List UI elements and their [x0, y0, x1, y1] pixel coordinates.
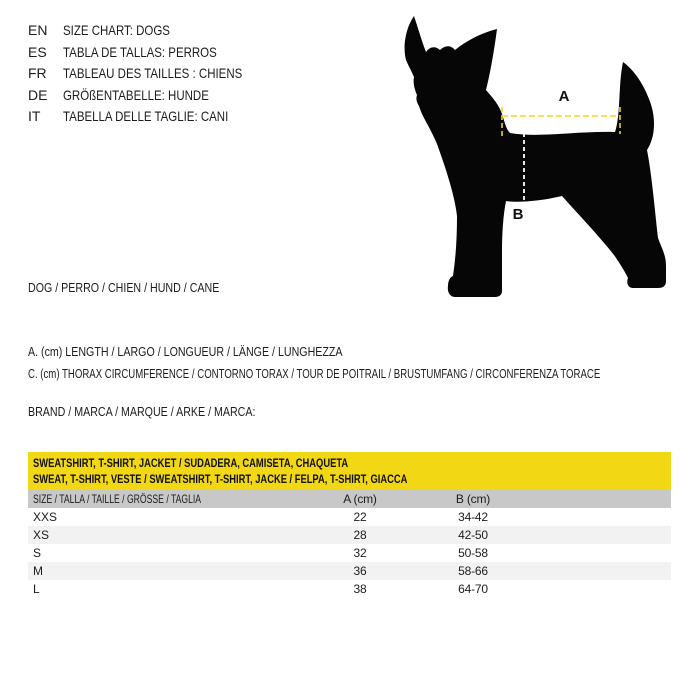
- a-value: 32: [353, 546, 367, 560]
- language-row-en: [28, 20, 282, 42]
- language-code: DE: [28, 86, 48, 103]
- language-row-it: [28, 106, 282, 128]
- column-b-label: B (cm): [455, 492, 491, 506]
- language-code: IT: [28, 108, 41, 124]
- brand-caption: [28, 404, 305, 419]
- column-a-label: A (cm): [343, 492, 377, 506]
- table-row: [28, 544, 671, 562]
- a-value: 28: [353, 528, 367, 542]
- measure-label-b: B: [512, 206, 524, 223]
- size-table-body: [28, 508, 671, 598]
- size-table: [28, 452, 671, 598]
- language-code: ES: [28, 43, 47, 60]
- b-value: 50-58: [458, 546, 488, 560]
- brand-caption-text: BRAND / MARCA / MARQUE / ARKE / MARCA:: [28, 404, 256, 419]
- table-row: [28, 562, 671, 580]
- size-value: S: [33, 546, 42, 560]
- language-row-fr: [28, 63, 282, 85]
- language-code: FR: [28, 65, 47, 81]
- b-value: 34-42: [458, 510, 488, 524]
- language-label: TABLA DE TALLAS: PERROS: [63, 43, 217, 60]
- a-value: 22: [353, 510, 367, 524]
- dog-silhouette: [405, 16, 666, 297]
- animal-caption-text: DOG / PERRO / CHIEN / HUND / CANE: [28, 280, 220, 295]
- measure-label-a: A: [558, 88, 570, 105]
- language-row-de: [28, 85, 282, 107]
- b-value: 42-50: [458, 528, 488, 542]
- size-table-column-header: [28, 490, 671, 508]
- a-value: 36: [353, 564, 367, 578]
- table-row: [28, 508, 671, 526]
- size-value: L: [33, 582, 40, 596]
- size-table-header-line1: SWEATSHIRT, T-SHIRT, JACKET / SUDADERA, CAMISETA, CHAQUETA: [33, 456, 349, 470]
- size-value: M: [33, 564, 43, 578]
- size-table-header-line2: SWEAT, T-SHIRT, VESTE / SWEATSHIRT, T-SHIRT, JACKE / FELPA, T-SHIRT, GIACCA: [33, 472, 408, 486]
- animal-caption: [28, 280, 261, 295]
- size-value: XXS: [33, 510, 58, 524]
- language-row-es: [28, 42, 282, 64]
- language-label: TABELLA DELLE TAGLIE: CANI: [63, 108, 229, 124]
- measurement-c-description: [28, 366, 700, 381]
- language-label: GRÖßENTABELLE: HUNDE: [63, 86, 209, 103]
- table-row: [28, 580, 671, 598]
- column-size-label: SIZE / TALLA / TAILLE / GRÖSSE / TAGLIA: [33, 492, 202, 506]
- language-code: EN: [28, 22, 48, 38]
- b-value: 64-70: [458, 582, 488, 596]
- size-value: XS: [33, 528, 50, 542]
- measurement-c-text: C. (cm) THORAX CIRCUMFERENCE / CONTORNO TORAX / TOUR DE POITRAIL / BRUSTUMFANG / CIRCONFERENZA TORACE: [28, 366, 601, 381]
- a-value: 38: [353, 582, 367, 596]
- measurement-a-text: A. (cm) LENGTH / LARGO / LONGUEUR / LÄNGE / LUNGHEZZA: [28, 344, 343, 359]
- language-label: TABLEAU DES TAILLES : CHIENS: [63, 65, 243, 81]
- dog-measurement-diagram: [390, 0, 700, 310]
- dog-silhouette-svg: [390, 0, 700, 310]
- language-list: [28, 20, 282, 128]
- b-value: 58-66: [458, 564, 488, 578]
- language-label: SIZE CHART: DOGS: [63, 22, 170, 38]
- table-row: [28, 526, 671, 544]
- measurement-a-description: [28, 344, 412, 359]
- size-table-header: [28, 452, 671, 490]
